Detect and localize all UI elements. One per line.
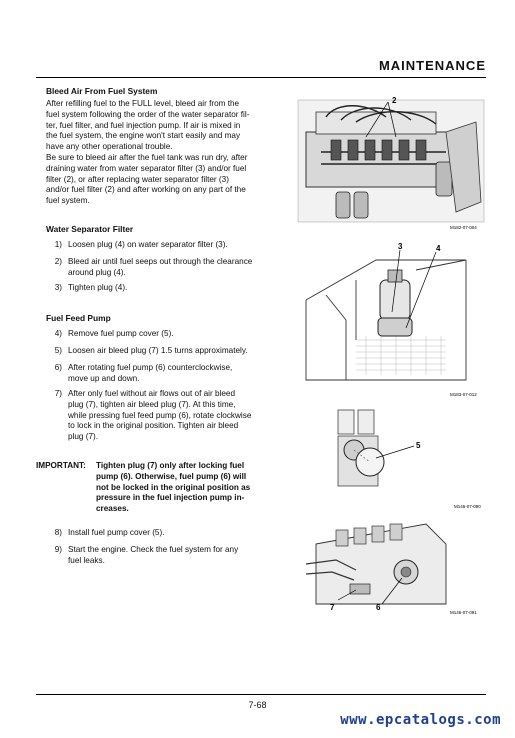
step-text: plug (7), tighten air bleed plug (7). At this time, bbox=[68, 399, 236, 409]
callout-7: 7 bbox=[330, 603, 335, 612]
callout-3: 3 bbox=[398, 242, 403, 251]
important-label: IMPORTANT: bbox=[36, 461, 86, 470]
section-heading-water-separator: Water Separator Filter bbox=[46, 224, 134, 234]
step-text: Start the engine. Check the fuel system for any bbox=[68, 545, 239, 554]
step-number: 6) bbox=[54, 363, 62, 372]
figure-caption: M146-07-090 bbox=[454, 504, 481, 509]
step-number: 7) bbox=[54, 389, 62, 398]
page-number: 7-68 bbox=[248, 700, 267, 710]
step-number: 9) bbox=[54, 545, 62, 554]
figure-fuel-feed-pump bbox=[296, 514, 486, 616]
section-heading-bleed-air: Bleed Air From Fuel System bbox=[46, 86, 158, 96]
callout-5: 5 bbox=[416, 441, 421, 450]
important-note bbox=[96, 461, 286, 515]
important-line: not be locked in the original position as bbox=[96, 482, 251, 492]
step-text: Loosen plug (4) on water separator filter (3). bbox=[68, 240, 228, 249]
text-line: After refilling fuel to the FULL level, bleed air from the bbox=[46, 99, 240, 108]
step-text: Bleed air until fuel seeps out through the clearance bbox=[68, 257, 253, 266]
text-line: and/or fuel filter (2) and after working on any part of the bbox=[46, 185, 246, 195]
figure-caption: M146-07-091 bbox=[450, 610, 477, 615]
callout-6: 6 bbox=[376, 603, 381, 612]
figure-caption: M182-07-004 bbox=[450, 225, 477, 230]
step-number: 2) bbox=[54, 257, 62, 266]
step-text: move up and down. bbox=[68, 373, 140, 383]
step-text: Remove fuel pump cover (5). bbox=[68, 329, 174, 338]
text-line: Be sure to bleed air after the fuel tank was run dry, after bbox=[46, 152, 248, 162]
step-text: while pressing fuel feed pump (6), rotate clockwise bbox=[68, 410, 252, 420]
bleed-air-paragraph bbox=[46, 99, 276, 207]
figure-caption: M183-07-012 bbox=[450, 392, 477, 397]
header-rule bbox=[36, 77, 486, 78]
step-number: 3) bbox=[54, 283, 62, 292]
text-line: ter, fuel filter, and fuel injection pump. If air is mixed in bbox=[46, 120, 241, 130]
step-text: Install fuel pump cover (5). bbox=[68, 528, 165, 537]
step-text: around plug (4). bbox=[68, 267, 126, 277]
step-text: plug (7). bbox=[68, 432, 99, 442]
page-title: MAINTENANCE bbox=[378, 58, 486, 73]
figure-fuel-pump-cover bbox=[330, 402, 486, 512]
watermark: www.epcatalogs.com bbox=[340, 712, 501, 728]
step-number: 4) bbox=[54, 329, 62, 338]
text-line: filter (2), or after replacing water separator filter (3) bbox=[46, 174, 229, 184]
text-line: fuel system following the order of the water separator fil- bbox=[46, 109, 250, 119]
step-number: 8) bbox=[54, 528, 62, 537]
step-number: 1) bbox=[54, 240, 62, 249]
important-line: creases. bbox=[96, 504, 129, 514]
step-text: Loosen air bleed plug (7) 1.5 turns approximately. bbox=[68, 346, 248, 355]
text-line: have any other operational trouble. bbox=[46, 142, 173, 152]
text-line: the fuel system, the engine won't start easily and may bbox=[46, 131, 241, 141]
callout-4: 4 bbox=[436, 244, 441, 253]
important-line: pump (6). Otherwise, fuel pump (6) will bbox=[96, 471, 247, 481]
step-text: Tighten plug (4). bbox=[68, 283, 128, 292]
callout-2: 2 bbox=[392, 96, 397, 105]
text-line: fuel system. bbox=[46, 196, 90, 206]
step-text: to lock in the original position. Tighten air bleed bbox=[68, 421, 239, 431]
footer-rule bbox=[36, 694, 486, 695]
important-line: Tighten plug (7) only after locking fuel bbox=[96, 461, 245, 470]
figure-engine-fuel-filters bbox=[296, 92, 486, 232]
section-heading-fuel-feed-pump: Fuel Feed Pump bbox=[46, 313, 111, 323]
important-line: pressure in the fuel injection pump in- bbox=[96, 493, 245, 503]
step-number: 5) bbox=[54, 346, 62, 355]
text-line: draining water from water separator filter (3) and/or fuel bbox=[46, 163, 247, 173]
figure-water-separator-filter bbox=[296, 240, 486, 400]
step-text: fuel leaks. bbox=[68, 555, 105, 565]
step-text: After rotating fuel pump (6) counterclockwise, bbox=[68, 363, 233, 372]
step-text: After only fuel without air flows out of air bleed bbox=[68, 389, 236, 398]
